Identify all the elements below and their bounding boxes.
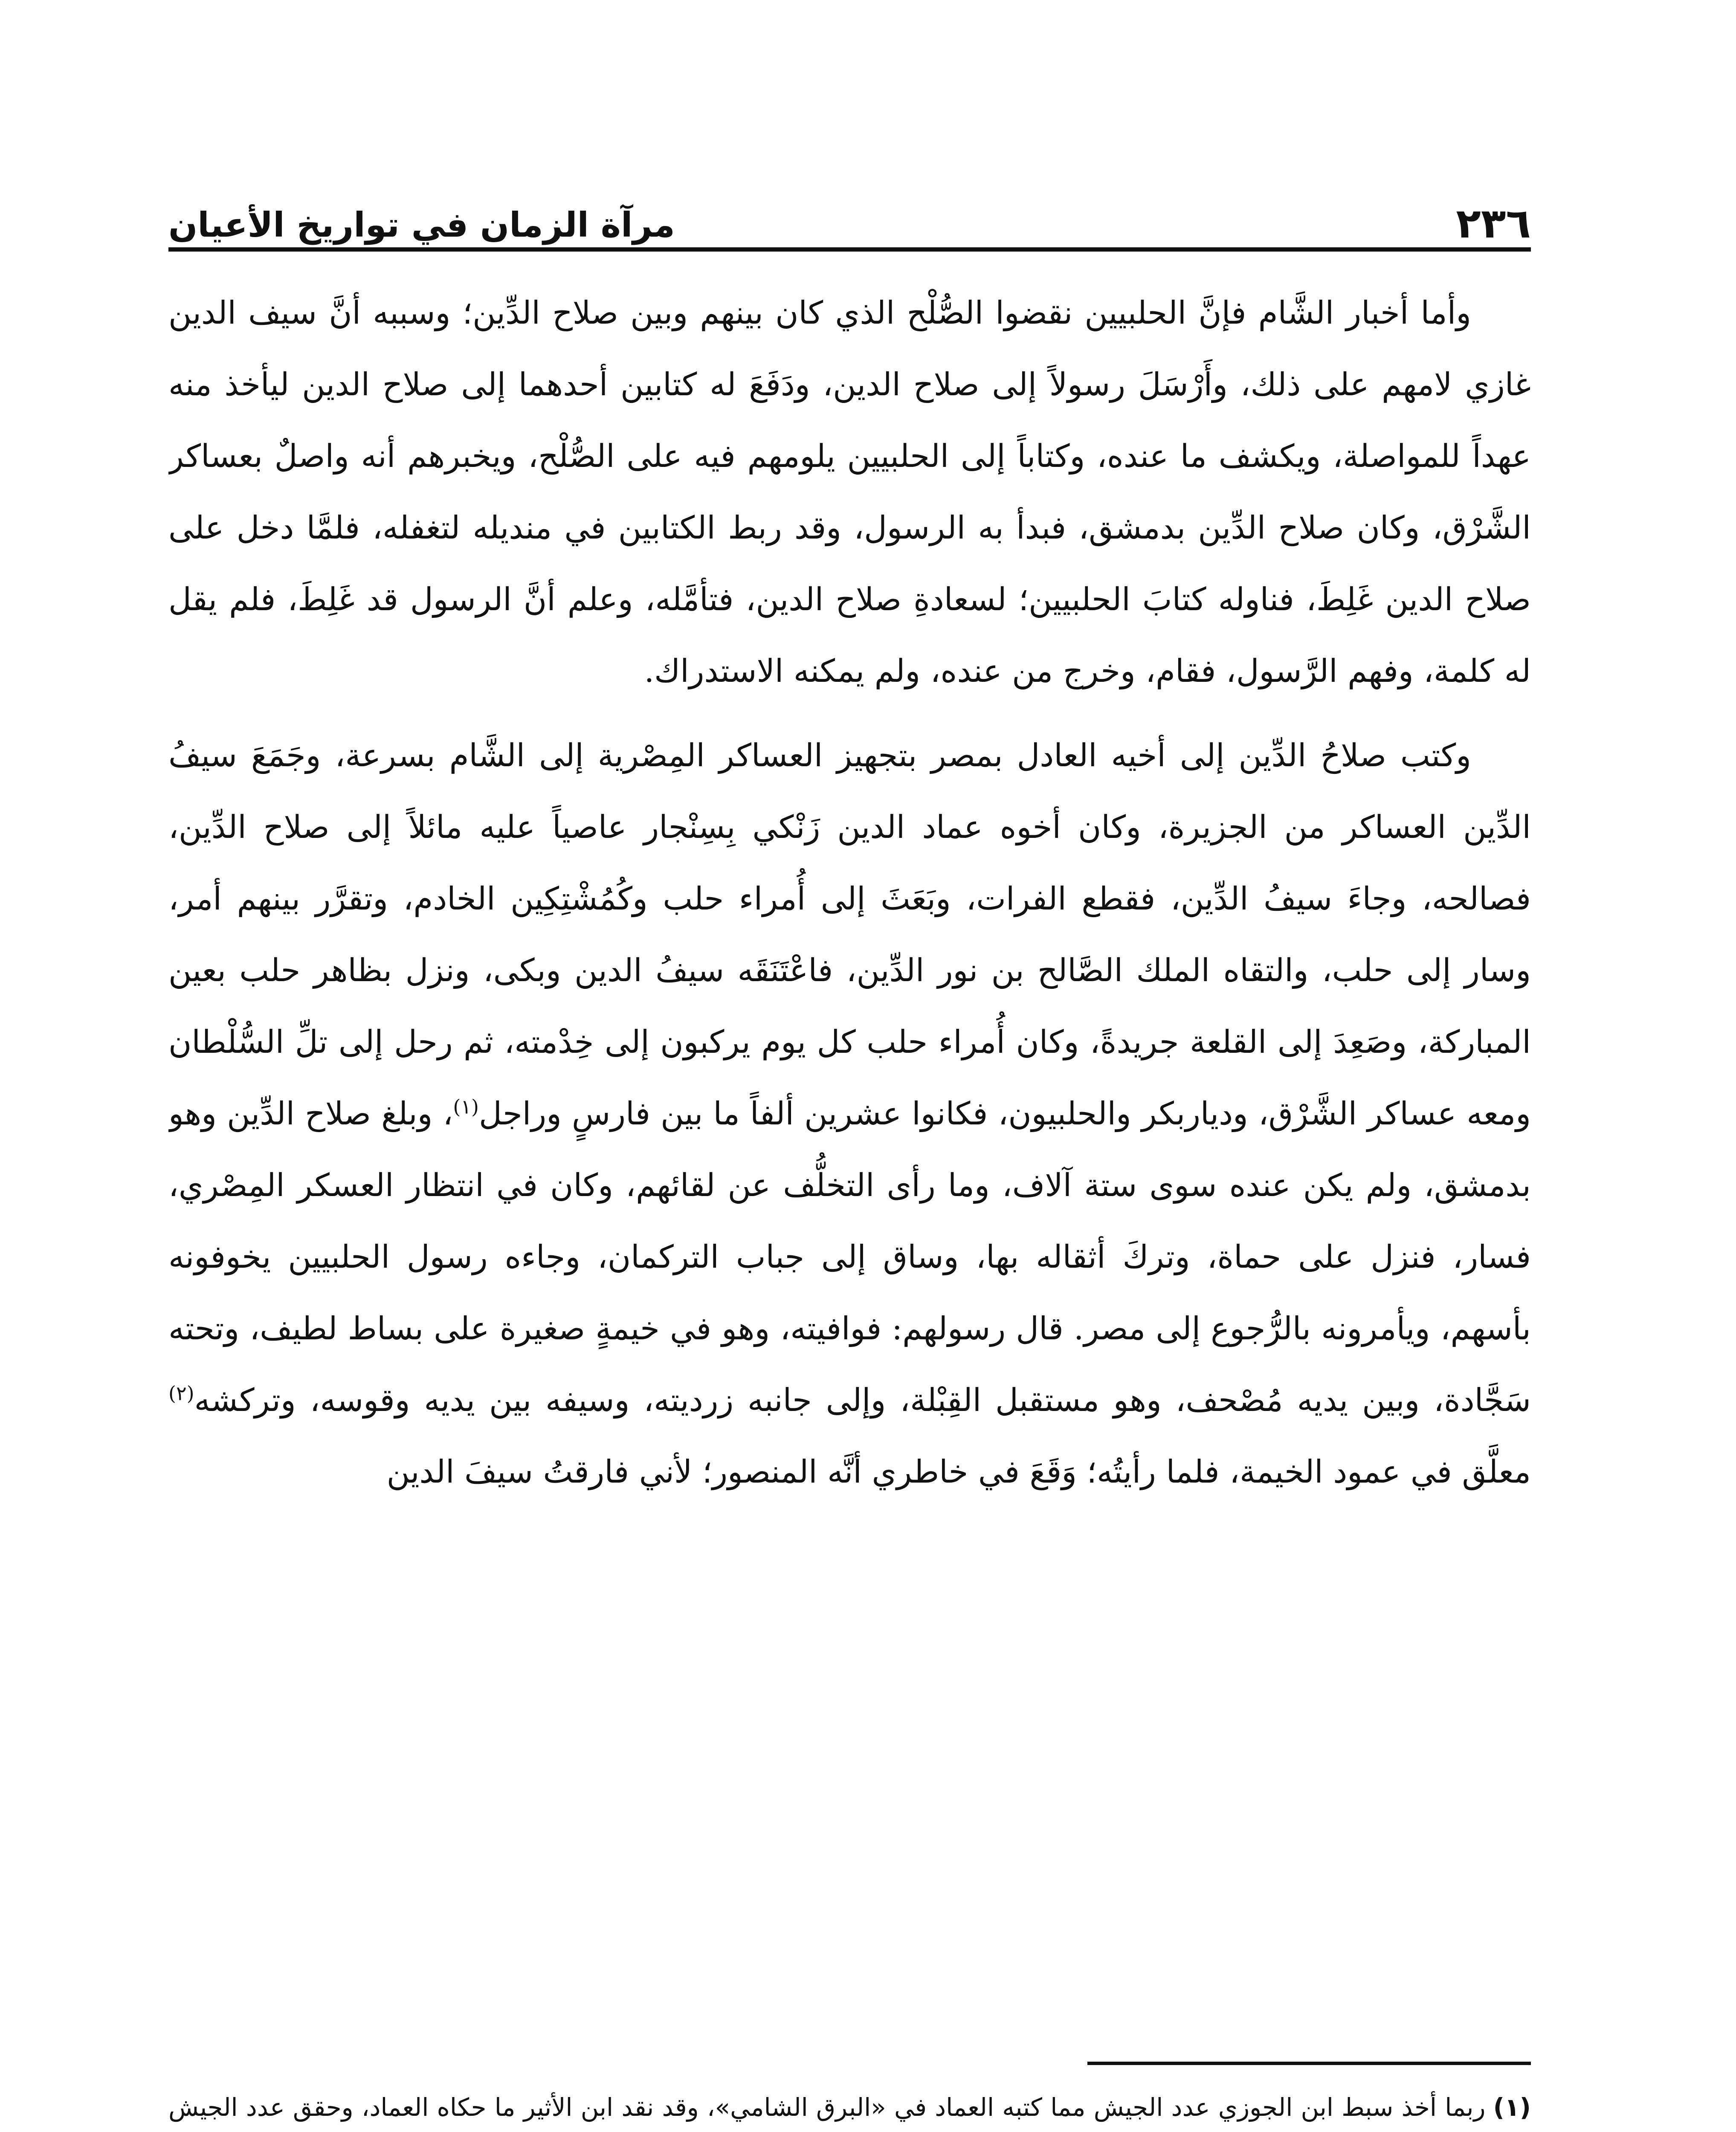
footnote-1 xyxy=(168,2081,1531,2132)
footnotes xyxy=(168,2081,1531,2132)
main-text xyxy=(168,277,1531,2000)
paragraph-2 xyxy=(168,720,1531,1508)
footnote-text: ربما أخذ سبط ابن الجوزي عدد الجيش مما كتبه العماد في «البرق الشامي»، وقد نقد ابن الأثير ما حكاه العماد، وحقق عدد الجيش xyxy=(168,2093,1486,2122)
header-rule xyxy=(168,247,1531,252)
paragraph-text: وكتب صلاحُ الدِّين إلى أخيه العادل بمصر بتجهيز العساكر المِصْرية إلى الشَّام بسرعة، وجَمَعَ سيفُ الدِّين العساكر من الجزيرة، وكان أخوه عماد الدين زَنْكي بِسِنْجار عاصياً عليه مائلاً إلى صلاح الدِّين، فصالحه، وجاءَ سيفُ الدِّين، فقطع الفرات، وبَعَثَ إلى أُمراء حلب وكُمُشْتِكِين الخادم، وتقرَّر بينهم أمر، وسار إلى حلب، والتقاه الملك الصَّالح بن نور الدِّين، فاعْتَنَقَه سيفُ الدين وبكى، ونزل بظاهر حلب بعين المباركة، وصَعِدَ إلى القلعة جريدةً، وكان أُمراء حلب كل يوم يركبون إلى خِدْمته، ثم رحل إلى تلِّ السُّلْطان ومعه عساكر الشَّرْق، ودياربكر والحلبيون، فكانوا عشرين ألفاً ما بين فارسٍ وراجل xyxy=(168,737,1531,1132)
footnote-rule xyxy=(1087,2062,1531,2065)
paragraph-text: ، وبلغ صلاح الدِّين وهو بدمشق، ولم يكن عنده سوى ستة آلاف، وما رأى التخلُّف عن لقائهم، وكان في انتظار العسكر المِصْري، فسار، فنزل على حماة، وتركَ أثقاله بها، وساق إلى جباب التركمان، وجاءه رسول الحلبيين يخوفونه بأسهم، ويأمرونه بالرُّجوع إلى مصر. قال رسولهم: فوافيته، وهو في خيمةٍ صغيرة على بساط لطيف، وتحته سَجَّادة، وبين يديه مُصْحف، وهو مستقبل القِبْلة، وإلى جانبه زرديته، وسيفه بين يديه وقوسه، وتركشه xyxy=(168,1095,1531,1419)
paragraph-1 xyxy=(168,277,1531,707)
page-number: ٢٣٦ xyxy=(1456,200,1531,247)
paragraph-text: معلَّق في عمود الخيمة، فلما رأيتُه؛ وَقَعَ في خاطري أنَّه المنصور؛ لأني فارقتُ سيفَ الدين xyxy=(386,1454,1531,1490)
footnote-ref-2[interactable]: (٢) xyxy=(168,1382,194,1405)
footnote-marker: (١) xyxy=(1493,2093,1531,2122)
running-header xyxy=(168,188,1531,247)
paragraph-text: وأما أخبار الشَّام فإنَّ الحلبيين نقضوا الصُّلْح الذي كان بينهم وبين صلاح الدِّين؛ وسببه أنَّ سيف الدين غازي لامهم على ذلك، وأَرْسَلَ رسولاً إلى صلاح الدين، ودَفَعَ له كتابين أحدهما إلى صلاح الدين ليأخذ منه عهداً للمواصلة، ويكشف ما عنده، وكتاباً إلى الحلبيين يلومهم فيه على الصُّلْح، ويخبرهم أنه واصلٌ بعساكر الشَّرْق، وكان صلاح الدِّين بدمشق، فبدأ به الرسول، وقد ربط الكتابين في منديله لتغفله، فلمَّا دخل على صلاح الدين غَلِطَ، فناوله كتابَ الحلبيين؛ لسعادةِ صلاح الدين، فتأمَّله، وعلم أنَّ الرسول قد غَلِطَ، فلم يقل له كلمة، وفهم الرَّسول، فقام، وخرج من عنده، ولم يمكنه الاستدراك. xyxy=(168,295,1531,689)
footnote-ref-1[interactable]: (١) xyxy=(453,1095,479,1118)
book-title: مرآة الزمان في تواريخ الأعيان xyxy=(168,205,675,245)
